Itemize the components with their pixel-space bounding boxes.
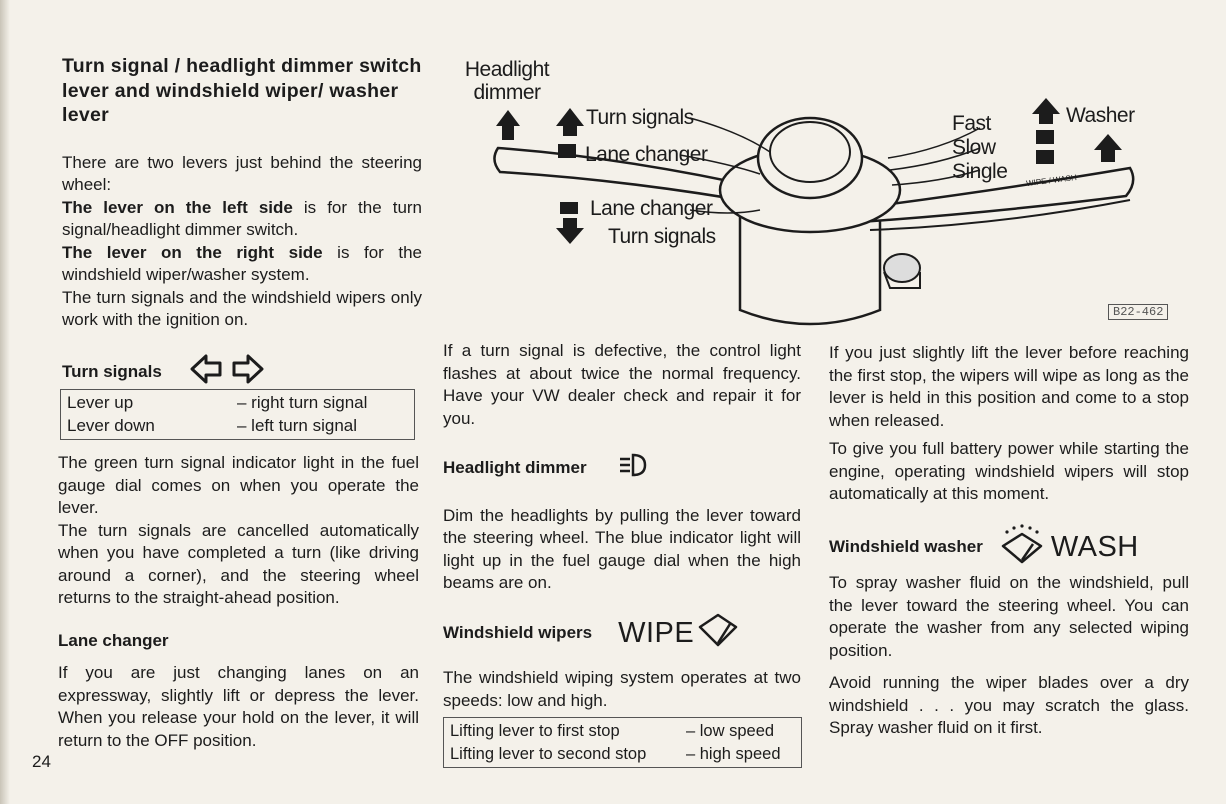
wiper-speed-table — [443, 717, 802, 768]
right-column — [829, 342, 1189, 740]
diagram-label-lane-changer-down: Lane changer — [590, 197, 713, 220]
turn-arrows-icon — [190, 352, 264, 393]
turn-signals-heading: Turn signals — [62, 361, 162, 381]
page-number: 24 — [32, 752, 51, 771]
right-lever-text: The lever on the right side is for the windshield wiper/washer system. — [62, 242, 422, 284]
wipers-heading-row — [443, 613, 801, 654]
windshield-washer-heading: Windshield washer — [829, 536, 983, 556]
table-row: Lever down – left turn signal — [67, 415, 358, 435]
diagram-label-single: Single — [952, 160, 1008, 183]
wiper-icon — [696, 613, 740, 654]
headlight-dimmer-heading: Headlight dimmer — [443, 458, 587, 477]
turn-signals-heading-row — [62, 352, 422, 393]
cancel-text: The turn signals are cancelled automatically when you have completed a turn (like driving around a corner), and the steering wheel returns to the straight-ahead position. — [58, 520, 419, 607]
table-row: Lifting lever to second stop – high speed — [450, 744, 781, 763]
diagram-label-washer: Washer — [1066, 104, 1135, 127]
left-column-lower — [58, 452, 419, 752]
washer-heading-row — [829, 524, 1189, 571]
diagram-label-lane-changer-up: Lane changer — [585, 143, 708, 166]
headlight-heading-row — [443, 452, 801, 485]
diagram-label-turn-signals-down: Turn signals — [608, 225, 716, 248]
lane-changer-heading: Lane changer — [58, 630, 169, 650]
high-beam-icon — [619, 452, 647, 485]
middle-column — [443, 340, 801, 712]
battery-text: To give you full battery power while starting the engine, operating windshield wipers will stop automatically at this moment. — [829, 439, 1189, 503]
intro-text: There are two levers just behind the steering wheel: — [62, 152, 422, 194]
windshield-wipers-heading: Windshield wipers — [443, 622, 593, 642]
ignition-note: The turn signals and the windshield wipers only work with the ignition on. — [62, 287, 422, 329]
spray-text: To spray washer fluid on the windshield, pull the lever toward the steering wheel. You can operate the washer from any selected wiping position. — [829, 573, 1189, 660]
headlight-dimmer-text: Dim the headlights by pulling the lever toward the steering wheel. The blue indicator light will light up in the fuel gauge dial when the high beams are on. — [443, 505, 801, 592]
page-title: Turn signal / headlight dimmer switch lever and windshield wiper/ washer lever — [62, 55, 422, 126]
diagram-label-fast: Fast — [952, 112, 991, 135]
diagram-label-slow: Slow — [952, 136, 996, 159]
wipe-symbol-text: WIPE — [618, 616, 695, 649]
wipers-text: The windshield wiping system operates at two speeds: low and high. — [443, 668, 801, 710]
slight-lift-text: If you just slightly lift the lever before reaching the first stop, the wipers will wipe as long as the lever is held in this position and come to a stop when released. — [829, 343, 1189, 430]
diagram-label-headlight-dimmer: Headlight dimmer — [464, 58, 550, 104]
defective-text: If a turn signal is defective, the control light flashes at about twice the normal frequency. Have your VW dealer check and repair it for you. — [443, 341, 801, 428]
lever-diagram — [440, 40, 1200, 340]
table-row: Lever up – right turn signal — [67, 393, 368, 412]
wash-symbol-text: WASH — [1050, 530, 1139, 563]
page-edge-shadow — [0, 0, 10, 804]
diagram-label-turn-signals-up: Turn signals — [586, 106, 694, 129]
figure-code: B22-462 — [1108, 304, 1168, 320]
table-row: Lifting lever to first stop – low speed — [450, 722, 775, 740]
turn-signal-table — [60, 389, 415, 440]
washer-icon — [997, 524, 1047, 571]
left-lever-text: The lever on the left side is for the turn signal/headlight dimmer switch. — [62, 197, 423, 239]
lane-changer-text: If you are just changing lanes on an expressway, slightly lift or depress the lever. When you release your hold on the lever, it will return to the OFF position. — [58, 663, 419, 750]
indicator-text: The green turn signal indicator light in the fuel gauge dial comes on when you operate the lever. — [58, 453, 419, 517]
lever-label-wipe-wash: WIPE / WASH — [1025, 172, 1078, 189]
dry-windshield-warning: Avoid running the wiper blades over a dry windshield . . . you may scratch the glass. Spray washer fluid on it first. — [829, 673, 1189, 737]
left-column — [62, 54, 422, 392]
